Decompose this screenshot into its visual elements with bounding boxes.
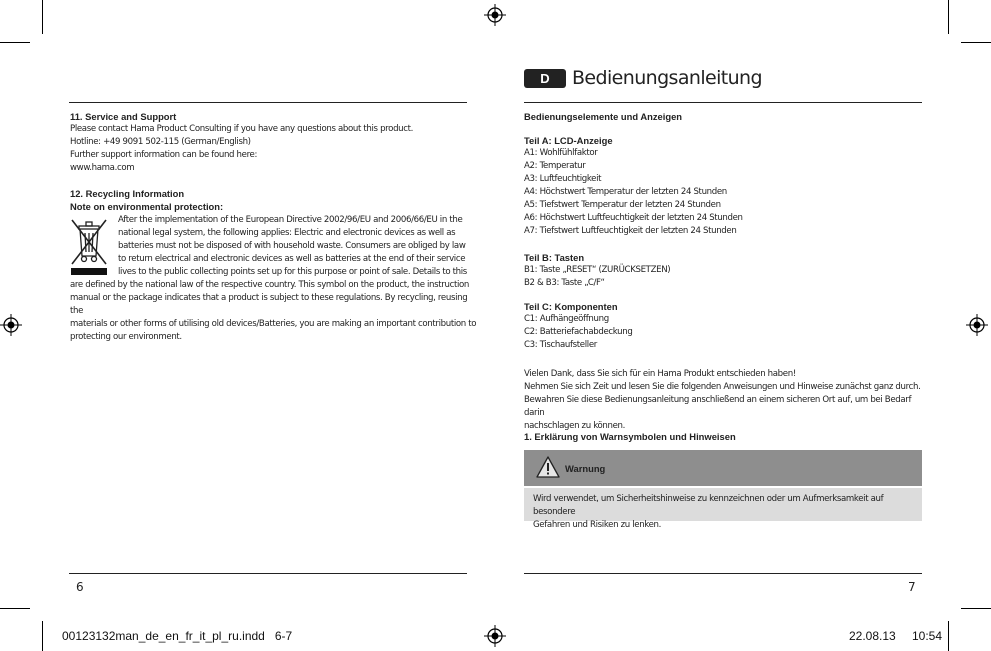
intro-text [524, 368, 924, 433]
part-c-section [524, 300, 924, 352]
part-c-heading: Teil C: Komponenten [524, 301, 618, 312]
recycling-line: materials or other forms of utilising old devices/Batteries, you are making an important contribution to [70, 319, 477, 329]
list-item: A4: Höchstwert Temperatur der letzten 24 Stunden [524, 187, 727, 197]
recycling-line: to return electrical and electronic devices as well as batteries at the end of their service [118, 254, 466, 264]
slug-date: 22.08.13 [849, 629, 896, 643]
weee-crossed-bin-icon [69, 216, 109, 278]
top-rule [69, 102, 467, 103]
service-heading: 11. Service and Support [70, 111, 177, 122]
recycling-headings [70, 187, 470, 213]
warning-line: Wird verwendet, um Sicherheitshinweise zu kennzeichnen oder um Aufmerksamkeit auf besondere [533, 494, 884, 517]
page-number-right: 7 [908, 580, 916, 594]
controls-section [524, 110, 924, 123]
service-line: Please contact Hama Product Consulting if you have any questions about this product. [70, 124, 414, 134]
page-title: Bedienungsanleitung [572, 67, 762, 89]
list-item: B1: Taste „RESET“ (ZURÜCKSETZEN) [524, 265, 671, 275]
warn-section [524, 430, 924, 443]
service-line: Hotline: +49 9091 502-115 (German/English) [70, 137, 251, 147]
page-number-left: 6 [76, 580, 84, 594]
list-item: A2: Temperatur [524, 161, 586, 171]
crop-mark [42, 0, 43, 34]
intro-line: Nehmen Sie sich Zeit und lesen Sie die folgenden Anweisungen und Hinweise zunächst ganz durch. [524, 382, 921, 392]
recycling-line: are defined by the national law of the respective country. This symbol on the product, the instruction [70, 280, 470, 290]
crop-mark [42, 621, 43, 651]
list-item: C1: Aufhängeöffnung [524, 314, 609, 324]
list-item: A6: Höchstwert Luftfeuchtigkeit der letzten 24 Stunden [524, 213, 743, 223]
top-rule [524, 102, 922, 103]
recycling-line: After the implementation of the European Directive 2002/96/EU and 2006/66/EU in the [118, 215, 463, 225]
registration-mark-icon [484, 4, 506, 26]
intro-line: nachschlagen zu können. [524, 421, 626, 431]
list-item: A7: Tiefstwert Luftfeuchtigkeit der letzten 24 Stunden [524, 226, 737, 236]
service-url: www.hama.com [70, 163, 135, 173]
list-item: A3: Luftfeuchtigkeit [524, 174, 602, 184]
list-item: C3: Tischaufsteller [524, 340, 597, 350]
warning-body [524, 488, 922, 530]
warning-label: Warnung [565, 463, 606, 474]
crop-mark [948, 621, 949, 651]
crop-mark [0, 42, 30, 43]
registration-mark-icon [0, 314, 22, 336]
recycling-line: national legal system, the following applies: Electric and electronic devices as well as [118, 228, 456, 238]
warning-header [524, 450, 922, 486]
warn-section-heading: 1. Erklärung von Warnsymbolen und Hinweisen [524, 431, 736, 442]
recycling-indented-text [118, 214, 478, 279]
recycling-line: protecting our environment. [70, 332, 182, 342]
recycling-line: lives to the public collecting points set up for this purpose or point of sale. Details to this [118, 267, 467, 277]
warning-text [533, 493, 923, 532]
recycling-line: batteries must not be disposed of with household waste. Consumers are obliged by law [118, 241, 466, 251]
part-b-heading: Teil B: Tasten [524, 252, 585, 263]
part-b-section [524, 251, 924, 290]
crop-mark [961, 42, 991, 43]
intro-line: Vielen Dank, dass Sie sich für ein Hama Produkt entschieden haben! [524, 369, 796, 379]
slug-filename: 00123132man_de_en_fr_it_pl_ru.indd 6-7 [62, 629, 293, 643]
list-item: C2: Batteriefachabdeckung [524, 327, 633, 337]
recycling-subheading: Note on environmental protection: [70, 201, 224, 212]
language-badge: D [524, 69, 566, 88]
crop-mark [961, 608, 991, 609]
service-line: Further support information can be found here: [70, 150, 258, 160]
recycling-heading: 12. Recycling Information [70, 188, 185, 199]
controls-heading: Bedienungselemente und Anzeigen [524, 111, 683, 122]
part-a-section [524, 134, 924, 238]
service-section [70, 110, 470, 175]
list-item: A5: Tiefstwert Temperatur der letzten 24 Stunden [524, 200, 721, 210]
registration-mark-icon [484, 625, 506, 647]
warning-line: Gefahren und Risiken zu lenken. [533, 520, 662, 530]
part-a-heading: Teil A: LCD-Anzeige [524, 135, 613, 146]
list-item: A1: Wohlfühlfaktor [524, 148, 598, 158]
recycling-line: manual or the package indicates that a product is subject to these regulations. By recycling, reusing the [70, 293, 468, 316]
bottom-rule [524, 573, 922, 574]
bottom-rule [69, 573, 467, 574]
intro-line: Bewahren Sie diese Bedienungsanleitung anschließend an einem sicheren Ort auf, um bei Bedarf darin [524, 395, 912, 418]
list-item: B2 & B3: Taste „C/F“ [524, 278, 605, 288]
recycling-full-text [70, 279, 480, 344]
warning-triangle-icon [535, 455, 561, 479]
registration-mark-icon [966, 314, 988, 336]
crop-mark [0, 608, 30, 609]
crop-mark [948, 0, 949, 34]
slug-time: 10:54 [912, 629, 943, 643]
